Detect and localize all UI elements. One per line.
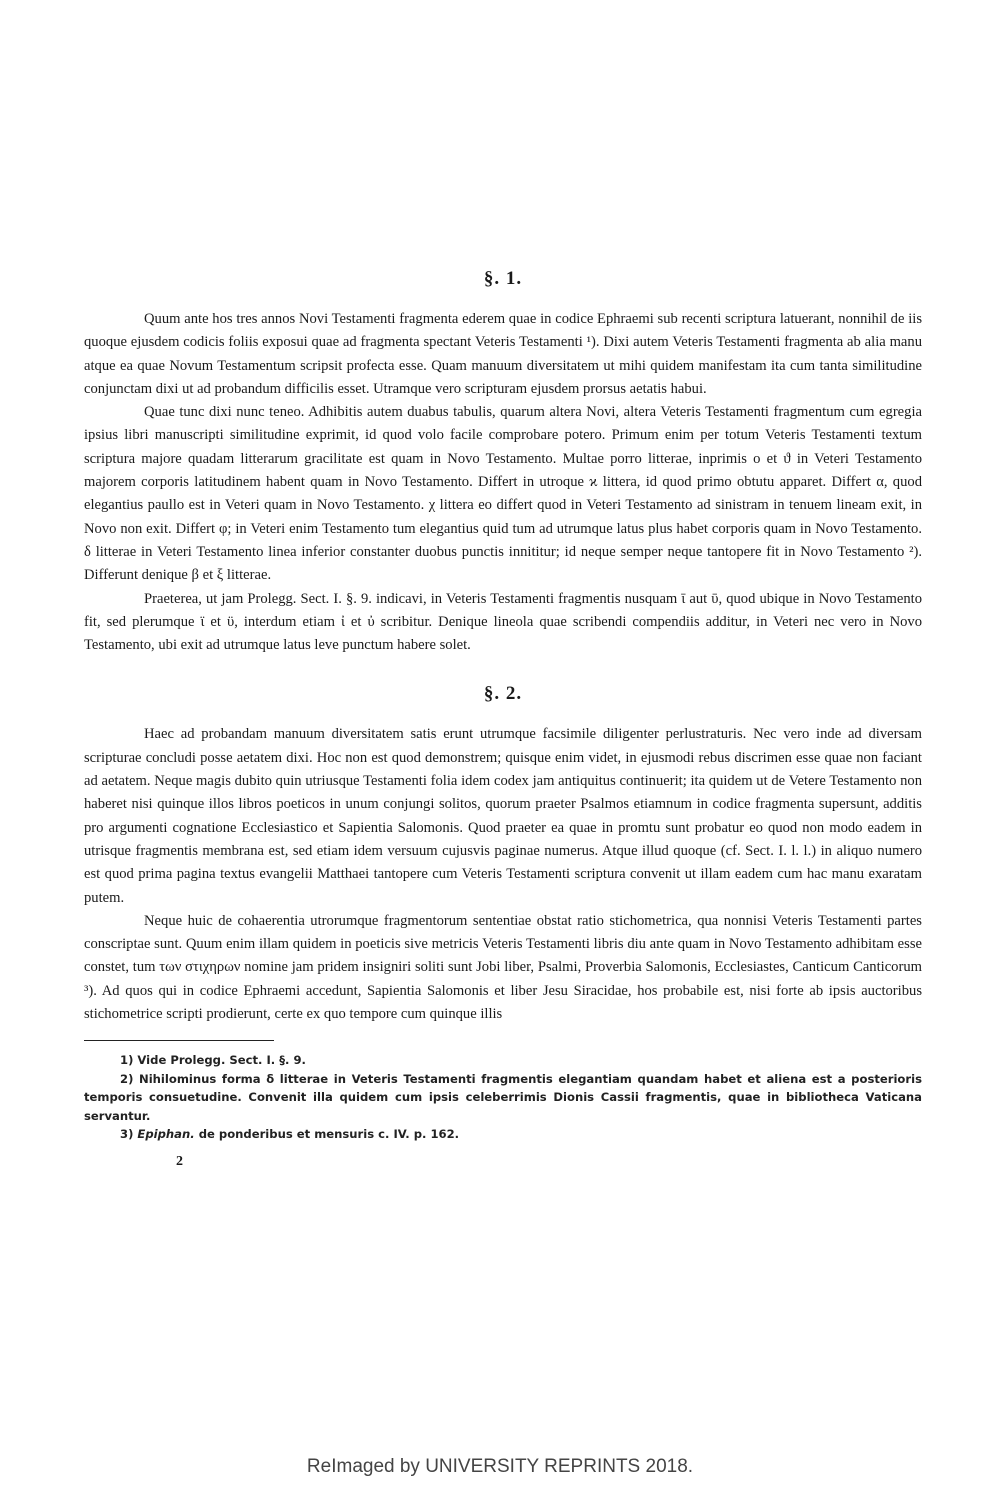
footnote-2: 2) Nihilominus forma δ litterae in Veteris Testamenti fragmentis elegantiam quandam habet et aliena est a posterioris temporis consuetudine. Convenit illa quidem cum ipsis celeberrimis Dionis Cassii fragmentis, quae in bibliotheca Vaticana servantur. [84,1071,922,1123]
footnote-3-number: 3) [120,1127,134,1142]
section-1-paragraph-2: Quae tunc dixi nunc teneo. Adhibitis autem duabus tabulis, quarum altera Novi, altera Veteris Testamenti fragmentum cum egregia ipsius libri manuscripti similitudine exprimit, id quod volo facile comprobare potero. Primum enim per totum Veteris Testamenti textum scriptura majore quadam litterarum gracilitate est quam in Novo Testamento. Multae porro litterae, inprimis ο et ϑ in Veteri Testamento majorem corporis latitudinem habent quam in Novo Testamento. Differt in utroque ϰ littera, id quod primo obtutu apparet. Differt α, quod elegantius paullo est in Veteri quam in Novo Testamento. χ littera eo differt quod in Veteri Testamento ad sinistram in tenuem lineam exit, in Novo non exit. Differt φ; in Veteri enim Testamento tum elegantius quid tum ad utrumque latus plus habet corporis quam in Novo Testamento. δ litterae in Veteri Testamento linea inferior constanter duobus punctis innititur; id neque semper neque tantopere fit in Novo Testamento ²). Differunt denique β et ξ litterae. [84,404,922,584]
footnote-divider [84,1040,274,1041]
footnote-1: 1) Vide Prolegg. Sect. I. §. 9. [120,1053,306,1068]
signature-mark: 2 [176,1153,183,1169]
reimaged-notice: ReImaged by UNIVERSITY REPRINTS 2018. [306,1456,694,1477]
footnote-3-text: de ponderibus et mensuris c. IV. p. 162. [198,1127,460,1142]
section-2-heading: §. 2. [483,683,523,705]
section-1-heading: §. 1. [483,268,523,289]
section-2-paragraph-1: Haec ad probandam manuum diversitatem satis erunt utrumque facsimile diligenter perlustraturis. Nec vero inde ad diversam scripturae concludi posse aetatem dixi. Hoc non est quod demonstrem; quisque enim videt, in ejusmodi rebus discrimen esse quae non faciant ad aetatem. Neque magis dubito quin utriusque Testamenti folia idem codex jam antiquitus continuerit; ita quidem ut de Vetere Testamento non haberet nisi quinque illos libros poeticos in unum conjungi solitos, quorum praeter Psalmos etiamnum in codice fragmenta supersunt, additis pro argumenti cognatione Ecclesiastico et Sapientia Salomonis. Quod praeter ea quae in promtu sunt probatur eo quod non modo eadem in utrisque fragmentis membrana est, sed etiam idem versuum cujusvis paginae numerus. Atque illud quoque (cf. Sect. I. l. l.) in aliquo numero est quod prima pagina textus evangelii Matthaei tantopere cum Veteris Testamenti scriptura convenit ut illam eadem cum hac manu exaratam putem. [84,726,922,906]
section-1-paragraph-3: Praeterea, ut jam Prolegg. Sect. I. §. 9. indicavi, in Veteris Testamenti fragmentis nusquam ῑ aut ῡ, quod ubique in Novo Testamento fit, sed plerumque ϊ et ϋ, interdum etiam ἰ et ὐ scribitur. Denique lineola quae scribendi compendiis additur, in Veteri nec vero in Novo Testamento, ubi exit ad utrumque latus leve punctum habere solet. [84,590,922,654]
section-1-paragraph-1: Quum ante hos tres annos Novi Testamenti fragmenta ederem quae in codice Ephraemi sub recenti scriptura latuerant, nonnihil de iis quoque ejusdem codicis foliis exposui quae ad fragmenta spectant Veteris Testamenti ¹). Dixi autem Veteris Testamenti fragmenta ab alia manu atque ea quae Novum Testamentum scripsit profecta esse. Quam manuum diversitatem ut mihi quidem manifestam ita cum tanta similitudine conjunctam dixi ut ad probandum difficilis esset. Utramque vero scripturam ejusdem prorsus aetatis habui. [84,311,922,397]
footnote-3-author: Epiphan. [137,1127,195,1142]
footnote-3 [84,1125,922,1144]
section-2-paragraph-2: Neque huic de cohaerentia utrorumque fragmentorum sententiae obstat ratio stichometrica, qua nonnisi Veteris Testamenti partes conscriptae sunt. Quum enim illam quidem in poeticis sive metricis Veteris Testamenti libris diu ante quam in Novo Testamento adhibitam esse constet, tum των στιχηρων nomine jam pridem insigniri soliti sunt Jobi liber, Psalmi, Proverbia Salomonis, Ecclesiastes, Canticum Canticorum ³). Ad quos qui in codice Ephraemi accedunt, Sapientia Salomonis et liber Jesu Siracidae, hos probabile est, nisi forte ab ipsis auctoribus stichometrice scripti prodierunt, certe ex quo tempore cum quinque illis [84,912,922,1023]
document-page [84,268,922,1170]
